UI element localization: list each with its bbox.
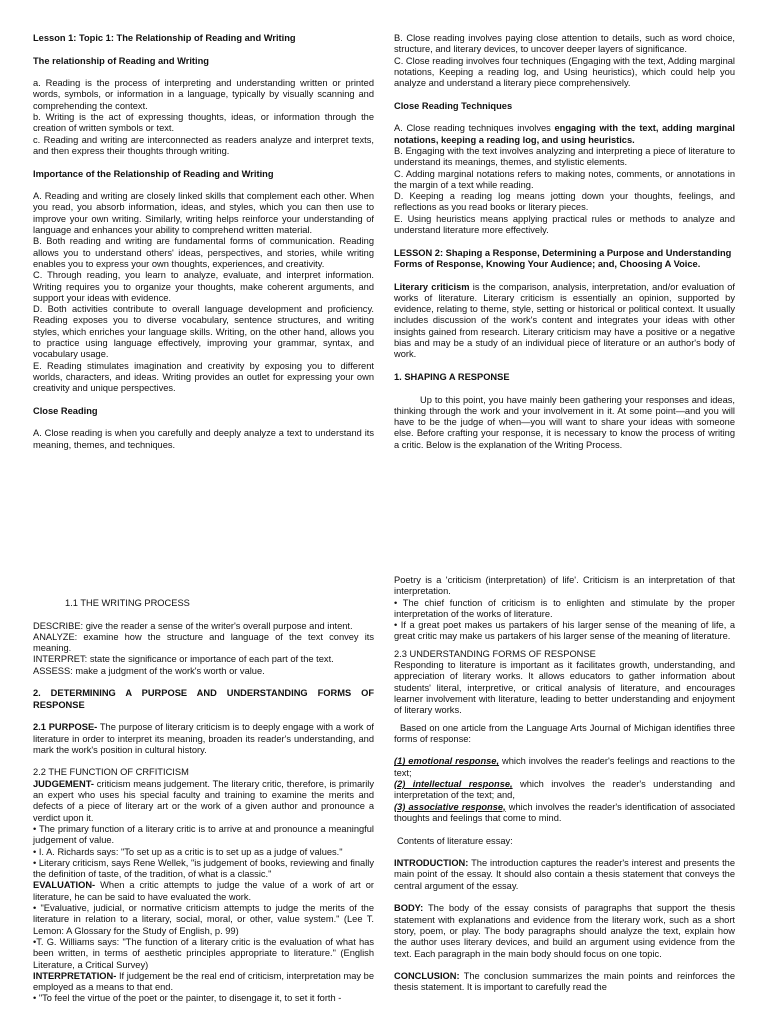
three-forms-intro: Based on one article from the Language Arts Journal of Michigan identifies three forms of response: [394, 722, 735, 744]
forms-of-response-heading: 2.3 UNDERSTANDING FORMS OF RESPONSE [394, 648, 596, 659]
evaluation-bullet-1: • "Evaluative, judicial, or normative criticism attempts to judge the merits of the literature in relation to a literary, social, moral, or other, value system." (Lee T. Lemon: A Glossary for the Study of English, p. 99) [33, 903, 374, 936]
introduction-paragraph: INTRODUCTION: The introduction captures the reader's interest and presents the main point of the essay. It should also contain a thesis statement that conveys the central argument of the essay. [394, 858, 735, 891]
assess-step: ASSESS: make a judgment of the work's worth or value. [33, 665, 265, 676]
interpretation-paragraph: INTERPRETATION- If judgement be the real end of criticism, interpretation may be employed as a means to that end. [33, 970, 374, 993]
p1-left-column [33, 33, 374, 451]
close-reading-a: A. Close reading is when you carefully and deeply analyze a text to understand its meaning, themes, and techniques. [33, 428, 374, 450]
determining-purpose-heading: 2. DETERMINING A PURPOSE AND UNDERSTANDING FORMS OF RESPONSE [33, 688, 374, 710]
importance-b: B. Both reading and writing are fundamental forms of communication. Reading allows you to understand others' ideas, perspectives, and stories, while writing enables you to express your own thoughts, experiences, and creativity. [33, 236, 374, 269]
judgement-bullet-1: • The primary function of a literary critic is to arrive at and pronounce a meaningful judgement of value. [33, 823, 374, 846]
interconnection-definition: c. Reading and writing are interconnected as readers analyze and interpret texts, and then express their thoughts through writing. [33, 134, 374, 156]
techniques-e: E. Using heuristics means applying practical rules or methods to analyze and understand literature more effectively. [394, 213, 735, 236]
evaluation-paragraph: EVALUATION- When a critic attempts to judge the value of a work of art or literature, he can be said to have evaluated the work. [33, 880, 374, 902]
analyze-step: ANALYZE: examine how the structure and language of the text convey its meaning. [33, 631, 374, 654]
interpret-step: INTERPRET: state the significance or importance of each part of the text. [33, 654, 334, 665]
techniques-b: B. Engaging with the text involves analyzing and interpreting a piece of literature to understand its meanings, themes, and stylistic elements. [394, 145, 735, 168]
forms-of-response-text: Responding to literature is important as it facilitates growth, understanding, and appreciation of literary works. It allows educators to gather information about students' literal, interpretive, or critical analysis of literature, and encourages learner involvement with literature, leading to better understanding and enjoyment of literary works. [394, 660, 735, 716]
p1-right-column [394, 33, 735, 451]
p2-right-column [394, 575, 735, 994]
importance-heading: Importance of the Relationship of Reading and Writing [33, 168, 274, 179]
p2-left-column [33, 598, 374, 1005]
reading-definition: a. Reading is the process of interpreting and understanding written or printed words, symbols, or information in a language, typically by visually scanning and comprehending the context. [33, 78, 374, 111]
associative-response: (3) associative response, which involves the reader's identification of associated thoughts and feelings that come to mind. [394, 801, 735, 823]
close-reading-b: B. Close reading involves paying close attention to details, such as word choice, structure, and literary devices, to uncover deeper layers of significance. [394, 33, 735, 55]
relationship-subheading: The relationship of Reading and Writing [33, 55, 209, 66]
intellectual-response: (2) intellectual response, which involves the reader's understanding and interpretation of the text; and, [394, 779, 736, 801]
lesson2-heading: LESSON 2: Shaping a Response, Determining a Purpose and Understanding [394, 247, 732, 258]
writing-process-heading: 1.1 THE WRITING PROCESS [65, 598, 190, 608]
shaping-response-heading: 1. SHAPING A RESPONSE [394, 371, 510, 382]
techniques-a: A. Close reading techniques involves engaging with the text, adding marginal notations, keeping a reading log, and using heuristics. [394, 123, 735, 145]
purpose-paragraph: 2.1 PURPOSE- The purpose of literary criticism is to deeply engage with a work of literature in order to interpret its meaning, broaden its reader's understanding, and mark the work's position in cultural history. [33, 722, 374, 755]
lesson1-title: Lesson 1: Topic 1: The Relationship of Reading and Writing [33, 33, 296, 43]
importance-d: D. Both activities contribute to overall language development and proficiency. Reading exposes you to diverse vocabulary, sentence structures, and writing styles, which enriches your language skills. Writing, on the other hand, allows you to practice using language effectively, improving your grammar, syntax, and vocabulary usage. [33, 304, 374, 360]
conclusion-paragraph: CONCLUSION: The conclusion summarizes the main points and reinforces the thesis statement. It is important to carefully read the [394, 971, 735, 993]
essay-contents-heading: Contents of literature essay: [397, 835, 513, 846]
describe-step: DESCRIBE: give the reader a sense of the writer's overall purpose and intent. [33, 620, 353, 631]
lesson2-subheading: Forms of Response, Knowing Your Audience; and, Choosing A Voice. [394, 258, 701, 269]
importance-e: E. Reading stimulates imagination and creativity by exposing you to different worlds, characters, and ideas. Writing provides an outlet for expressing your own creativity and unique perspectives. [33, 360, 374, 394]
body-paragraph: BODY: The body of the essay consists of paragraphs that support the thesis statement with explanations and evidence from the literary work, such as a short story, poem, or play. The body paragraphs should analyze the text, explain how the author uses literary devices, and build an argument using evidence from the text. Each paragraph in the main body should focus on one topic. [394, 903, 735, 959]
emotional-response: (1) emotional response, which involves the reader's feelings and reactions to the text; [394, 756, 736, 778]
close-reading-c: C. Close reading involves four techniques (Engaging with the text, Adding marginal notations, Keeping a reading log, and Using heuristics), which could help you analyze and understand a literary piece comprehensively. [394, 55, 735, 89]
importance-c: C. Through reading, you learn to analyze, evaluate, and interpret information. Writing requires you to organize your thoughts, make coherent arguments, and support your ideas with evidence. [33, 270, 374, 303]
judgement-bullet-2: • I. A. Richards says: "To set up as a critic is to set up as a judge of values." [33, 846, 343, 857]
criticism-bullet-2: • If a great poet makes us partakers of his larger sense of the meaning of life, a great critic may make us partakers of his larger sense of the meaning of literature. [394, 620, 735, 642]
close-reading-heading: Close Reading [33, 405, 98, 416]
function-heading: 2.2 THE FUNCTION OF CRFITICISM [33, 767, 189, 778]
shaping-response-text: Up to this point, you have mainly been gathering your responses and ideas, thinking through the work and your involvement in it. At some point—and you will have to be the judge of when—you will want to share your ideas with someone else. Before crafting your response, it is necessary to know the process of writing a critic. Below is the explanation of the Writing Process. [394, 394, 735, 450]
criticism-bullet-1: • The chief function of criticism is to enlighten and stimulate by the proper interpretation of the works of literature. [394, 597, 735, 619]
judgement-paragraph: JUDGEMENT- criticism means judgement. The literary critic, therefore, is primarily an expert who uses his special faculty and training to examine the merits and defects of a piece of literary art or the work of a given author and pronounce a verdict upon it. [33, 778, 374, 823]
techniques-heading: Close Reading Techniques [394, 100, 513, 111]
poetry-paragraph: Poetry is a 'criticism (interpretation) of life'. Criticism is an interpretation of that interpretation. [394, 575, 735, 597]
judgement-bullet-3: • Literary criticism, says Rene Wellek, "is judgement of books, reviewing and finally the definition of taste, of the tradition, of what is a classic." [33, 857, 374, 880]
techniques-d: D. Keeping a reading log means jotting down your thoughts, feelings, and reflections as you read books or literary pieces. [394, 191, 735, 213]
literary-criticism-paragraph: Literary criticism is the comparison, analysis, interpretation, and/or evaluation of works of literature. Literary criticism is essentially an opinion, supported by evidence, relating to theme, style, setting or historical or political context. It usually includes discussion of the work's content and integrates your ideas with other insights gained from research. Literary criticism may have a positive or a negative bias and may be a study of an individual piece of literature or an author's body of work. [394, 281, 735, 360]
evaluation-bullet-2: •T. G. Williams says: "The function of a literary critic is the evaluation of what has been written, in terms of aesthetic principles appropriate to literature." (English Literature, a Critical Survey) [33, 936, 374, 970]
interpretation-bullet: • "To feel the virtue of the poet or the painter, to disengage it, to set it forth - [33, 993, 342, 1004]
importance-a: A. Reading and writing are closely linked skills that complement each other. When you read, you absorb information, ideas, and styles, which you can then use to improve your own writing. Similarly, writing helps reinforce your understanding of language and enhances your ability to comprehend written material. [33, 191, 374, 236]
writing-definition: b. Writing is the act of expressing thoughts, ideas, or information through the creation of written symbols or text. [33, 112, 374, 134]
techniques-c: C. Adding marginal notations refers to making notes, comments, or annotations in the margin of a text while reading. [394, 168, 735, 190]
